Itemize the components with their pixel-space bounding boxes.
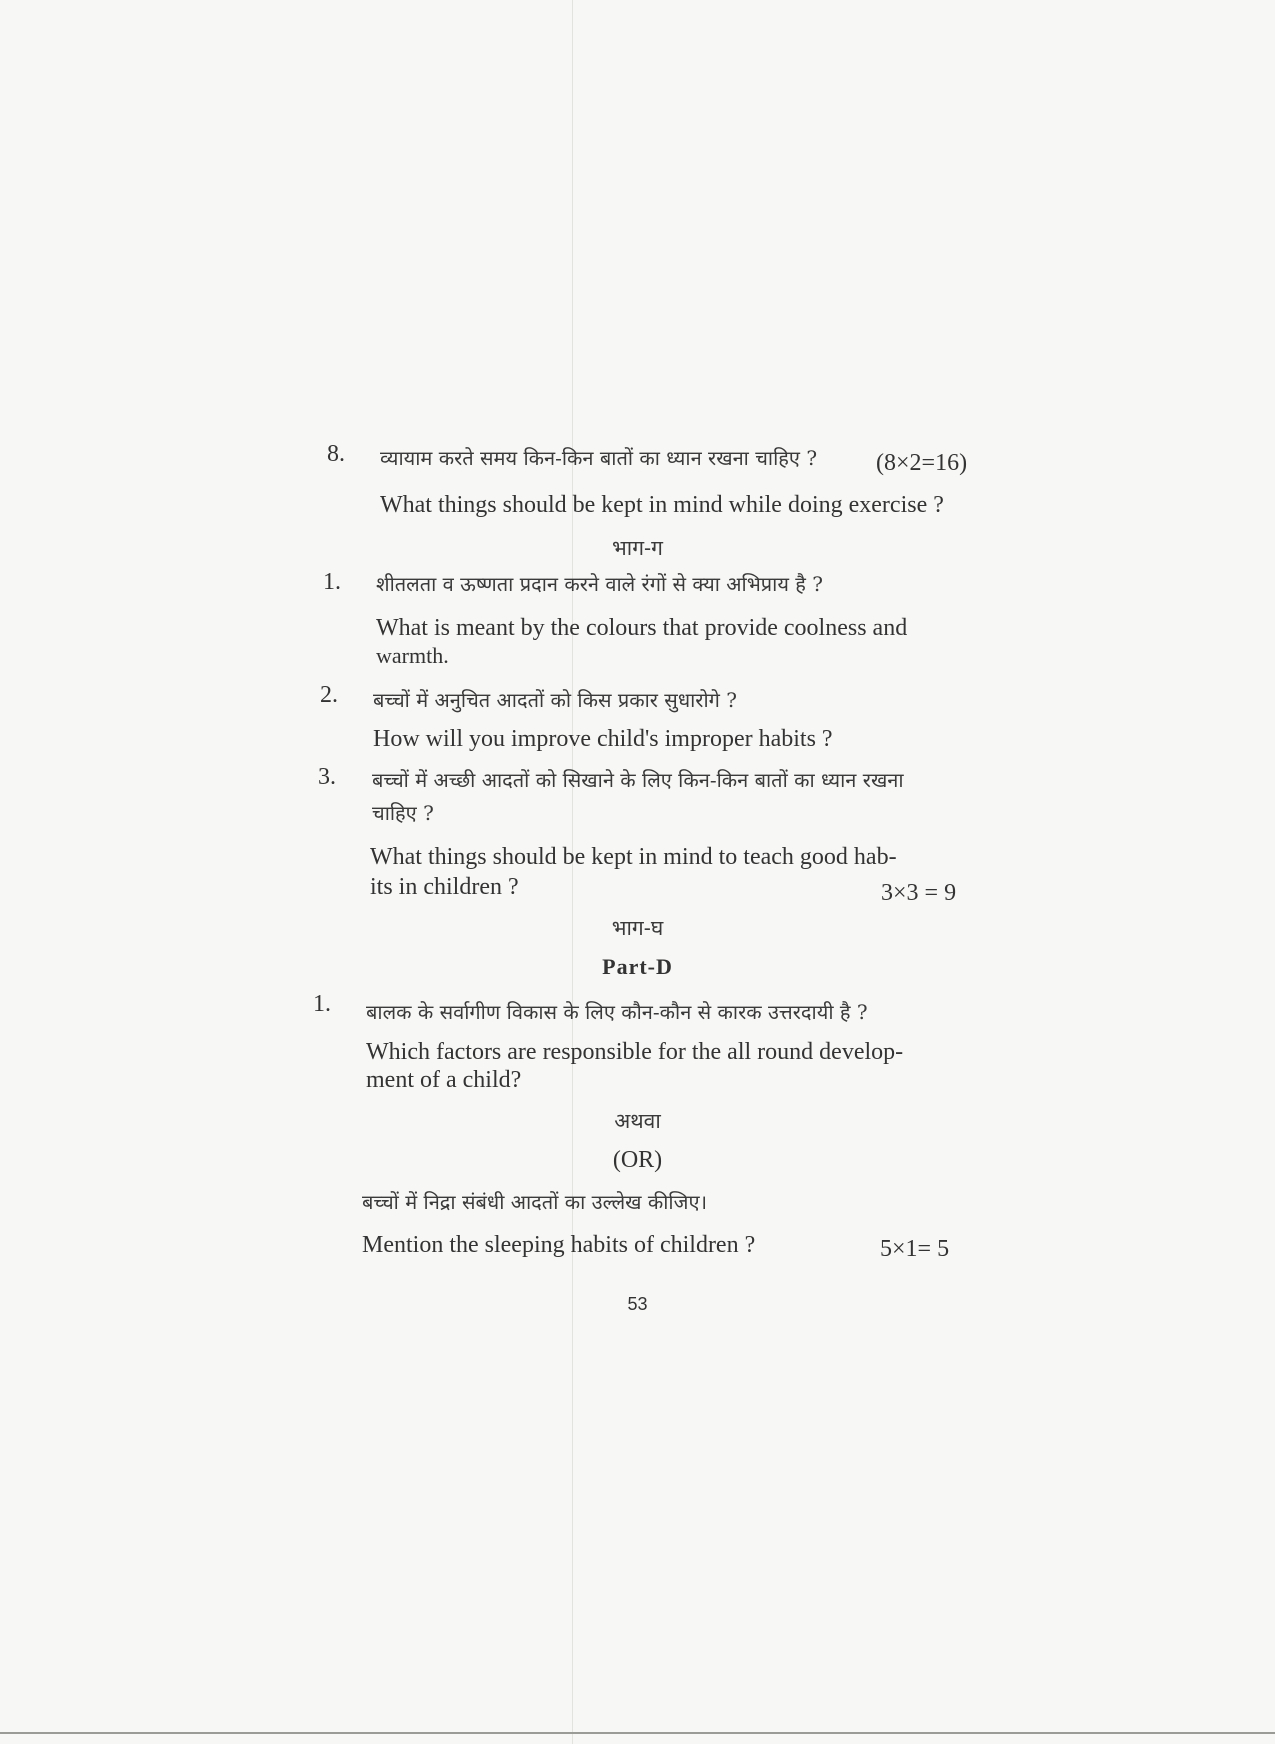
part-c-question-1-hindi: शीतलता व ऊष्णता प्रदान करने वाले रंगों से क्या अभिप्राय है ? [376, 572, 823, 596]
question-8-number: 8. [327, 441, 345, 467]
question-8-hindi: व्यायाम करते समय किन-किन बातों का ध्यान रखना चाहिए ? [380, 446, 818, 470]
part-c-question-1-english-line1: What is meant by the colours that provide coolness and [376, 615, 908, 641]
fold-line [572, 0, 573, 1744]
question-8-marks: (8×2=16) [876, 450, 968, 476]
alt-question-hindi: बच्चों में निद्रा संबंधी आदतों का उल्लेख कीजिए। [362, 1190, 708, 1214]
part-c-question-3-hindi-line1: बच्चों में अच्छी आदतों को सिखाने के लिए किन-किन बातों का ध्यान रखना [372, 768, 904, 792]
part-d-question-1-hindi: बालक के सर्वागीण विकास के लिए कौन-कौन से कारक उत्तरदायी है ? [366, 1000, 868, 1024]
part-d-question-1-english-line1: Which factors are responsible for the all round develop- [366, 1039, 904, 1065]
part-d-marks: 5×1= 5 [880, 1236, 950, 1262]
part-c-question-1-number: 1. [323, 569, 341, 595]
part-c-question-3-english-line1: What things should be kept in mind to teach good hab- [370, 844, 897, 870]
part-c-question-2-number: 2. [320, 682, 338, 708]
part-c-question-3-number: 3. [318, 764, 336, 790]
bottom-rule [0, 1732, 1275, 1734]
part-c-question-3-english-line2: its in children ? [370, 874, 519, 900]
part-c-question-2-english: How will you improve child's improper habits ? [373, 726, 833, 752]
part-d-heading-english: Part-D [602, 954, 673, 979]
or-english: (OR) [612, 1147, 663, 1173]
part-d-heading-hindi: भाग-घ [611, 916, 664, 940]
part-c-marks: 3×3 = 9 [881, 880, 957, 906]
page-number: 53 [627, 1294, 648, 1314]
part-c-question-1-english-line2: warmth. [376, 643, 449, 668]
part-c-question-2-hindi: बच्चों में अनुचित आदतों को किस प्रकार सुधारोगे ? [373, 688, 738, 712]
part-c-question-3-hindi-line2: चाहिए ? [372, 801, 434, 825]
part-c-heading-hindi: भाग-ग [612, 536, 663, 560]
or-hindi: अथवा [614, 1109, 661, 1133]
part-d-question-1-number: 1. [313, 991, 331, 1017]
question-8-english: What things should be kept in mind while doing exercise ? [380, 492, 944, 518]
alt-question-english: Mention the sleeping habits of children ? [362, 1232, 756, 1258]
part-d-question-1-english-line2: ment of a child? [366, 1067, 522, 1093]
